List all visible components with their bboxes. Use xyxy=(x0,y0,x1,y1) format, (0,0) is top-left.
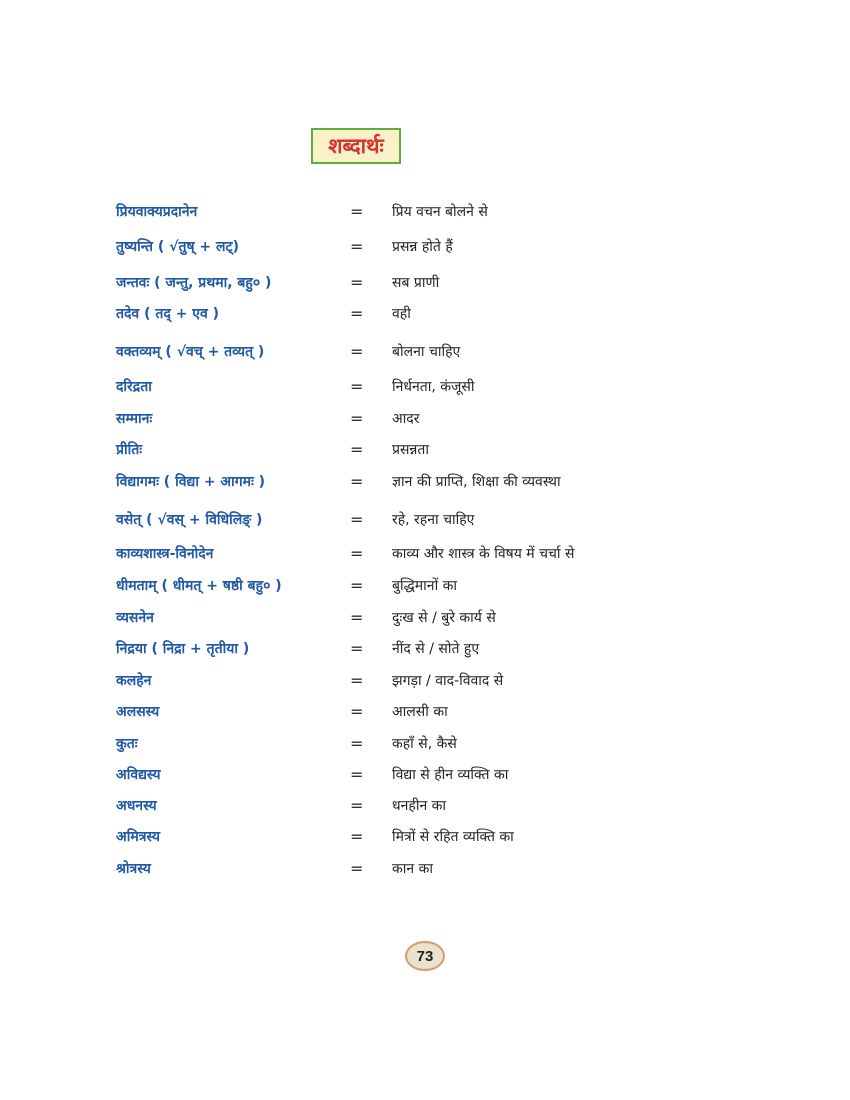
glossary-row xyxy=(0,197,850,227)
page-number: 73 xyxy=(405,941,445,971)
glossary-meaning: बोलना चाहिए xyxy=(392,344,461,360)
glossary-term: विद्यागमः ( विद्या + आगमः ) xyxy=(116,474,266,490)
glossary-row xyxy=(0,791,850,821)
glossary-meaning: विद्या से हीन व्यक्ति का xyxy=(392,767,509,783)
equals-sign: = xyxy=(350,472,364,491)
glossary-term: श्रोत्रस्य xyxy=(116,861,151,877)
glossary-term: सम्मानः xyxy=(116,411,153,427)
glossary-term: कलहेन xyxy=(116,673,152,689)
glossary-term: वक्तव्यम् ( √वच् + तव्यत् ) xyxy=(116,344,265,360)
glossary-meaning: निर्धनता, कंजूसी xyxy=(392,379,475,395)
glossary-row xyxy=(0,666,850,696)
equals-sign: = xyxy=(350,608,364,627)
glossary-meaning: आदर xyxy=(392,411,420,427)
glossary-term: दरिद्रता xyxy=(116,379,152,395)
glossary-row xyxy=(0,634,850,664)
glossary-term: अमित्रस्य xyxy=(116,829,160,845)
glossary-row xyxy=(0,299,850,329)
equals-sign: = xyxy=(350,734,364,753)
glossary-row xyxy=(0,854,850,884)
equals-sign: = xyxy=(350,202,364,221)
equals-sign: = xyxy=(350,377,364,396)
glossary-row xyxy=(0,404,850,434)
glossary-row xyxy=(0,337,850,367)
equals-sign: = xyxy=(350,544,364,563)
equals-sign: = xyxy=(350,859,364,878)
glossary-term: प्रीतिः xyxy=(116,442,143,458)
glossary-meaning: धनहीन का xyxy=(392,798,447,814)
glossary-term: तदेव ( तद् + एव ) xyxy=(116,306,220,322)
glossary-row xyxy=(0,232,850,262)
equals-sign: = xyxy=(350,273,364,292)
equals-sign: = xyxy=(350,510,364,529)
glossary-meaning: झगड़ा / वाद-विवाद से xyxy=(392,673,504,689)
glossary-meaning: सब प्राणी xyxy=(392,275,440,291)
glossary-term: अलसस्य xyxy=(116,704,160,720)
equals-sign: = xyxy=(350,237,364,256)
glossary-term: तुष्यन्ति ( √तुष् + लट्) xyxy=(116,239,239,255)
glossary-term: निद्रया ( निद्रा + तृतीया ) xyxy=(116,641,250,657)
glossary-term: जन्तवः ( जन्तु, प्रथमा, बहु० ) xyxy=(116,275,272,291)
equals-sign: = xyxy=(350,409,364,428)
glossary-row xyxy=(0,268,850,298)
glossary-meaning: दुःख से / बुरे कार्य से xyxy=(392,610,496,626)
glossary-meaning: वही xyxy=(392,306,411,322)
equals-sign: = xyxy=(350,440,364,459)
glossary-row xyxy=(0,760,850,790)
glossary-meaning: प्रसन्न होते हैं xyxy=(392,239,453,255)
glossary-meaning: नींद से / सोते हुए xyxy=(392,641,480,657)
glossary-meaning: कान का xyxy=(392,861,433,877)
glossary-meaning: प्रसन्नता xyxy=(392,442,430,458)
glossary-row xyxy=(0,603,850,633)
glossary-term: अविद्यस्य xyxy=(116,767,161,783)
equals-sign: = xyxy=(350,765,364,784)
glossary-term: व्यसनेन xyxy=(116,610,154,626)
glossary-term: वसेत् ( √वस् + विधिलिङ् ) xyxy=(116,512,263,528)
equals-sign: = xyxy=(350,639,364,658)
equals-sign: = xyxy=(350,304,364,323)
glossary-row xyxy=(0,505,850,535)
glossary-meaning: प्रिय वचन बोलने से xyxy=(392,204,488,220)
glossary-meaning: मित्रों से रहित व्यक्ति का xyxy=(392,829,514,845)
equals-sign: = xyxy=(350,827,364,846)
glossary-term: धीमताम् ( धीमत् + षष्ठी बहु० ) xyxy=(116,578,282,594)
glossary-term: कुतः xyxy=(116,736,138,752)
equals-sign: = xyxy=(350,576,364,595)
glossary-row xyxy=(0,822,850,852)
glossary-meaning: कहाँ से, कैसे xyxy=(392,736,457,752)
glossary-row xyxy=(0,435,850,465)
glossary-meaning: काव्य और शास्त्र के विषय में चर्चा से xyxy=(392,546,575,562)
glossary-row xyxy=(0,372,850,402)
glossary-row xyxy=(0,571,850,601)
glossary-row xyxy=(0,729,850,759)
equals-sign: = xyxy=(350,342,364,361)
glossary-row xyxy=(0,467,850,497)
glossary-meaning: रहे, रहना चाहिए xyxy=(392,512,475,528)
glossary-meaning: आलसी का xyxy=(392,704,448,720)
equals-sign: = xyxy=(350,796,364,815)
page-title: शब्दार्थः xyxy=(328,133,384,158)
glossary-meaning: बुद्धिमानों का xyxy=(392,578,458,594)
glossary-term: प्रियवाक्यप्रदानेन xyxy=(116,204,198,220)
glossary-row xyxy=(0,697,850,727)
glossary-term: अधनस्य xyxy=(116,798,157,814)
equals-sign: = xyxy=(350,702,364,721)
glossary-row xyxy=(0,539,850,569)
glossary-term: काव्यशास्त्र-विनोदेन xyxy=(116,546,214,562)
equals-sign: = xyxy=(350,671,364,690)
glossary-meaning: ज्ञान की प्राप्ति, शिक्षा की व्यवस्था xyxy=(392,474,561,490)
